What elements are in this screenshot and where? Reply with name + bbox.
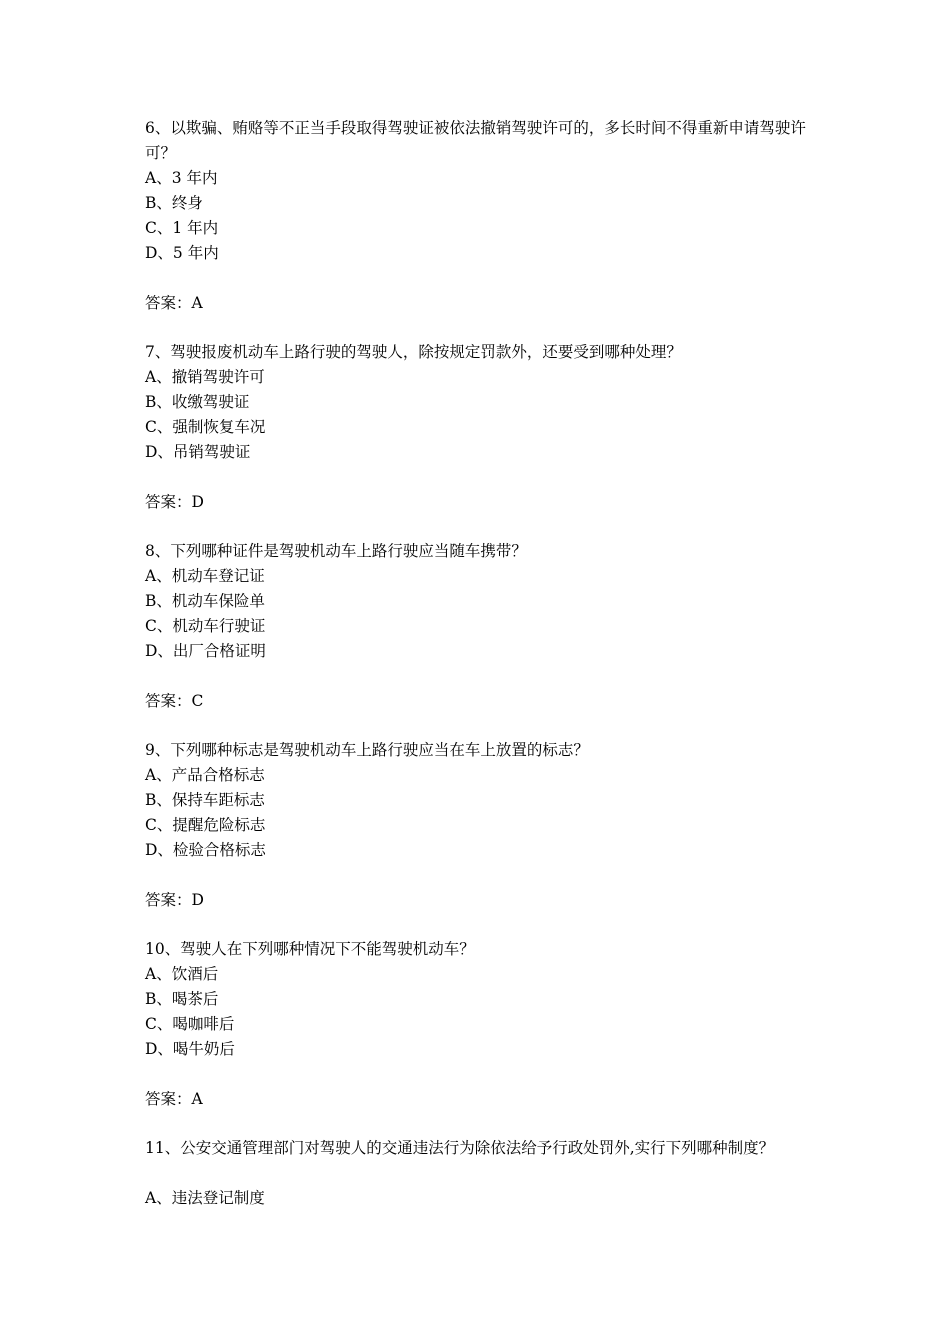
question-text: 6、以欺骗、贿赂等不正当手段取得驾驶证被依法撤销驾驶许可的，多长时间不得重新申请驾驶许可？ xyxy=(145,119,806,162)
option-b: B、机动车保险单 xyxy=(145,592,265,610)
option-d: D、吊销驾驶证 xyxy=(145,443,251,461)
answer-line: 答案：A xyxy=(145,294,203,312)
option-a: A、饮酒后 xyxy=(145,965,219,983)
option-b: B、喝茶后 xyxy=(145,990,219,1008)
option-a: A、机动车登记证 xyxy=(145,567,265,585)
option-b: B、终身 xyxy=(145,194,203,212)
answer-line: 答案：D xyxy=(145,891,204,909)
option-c: C、喝咖啡后 xyxy=(145,1015,235,1033)
answer-line: 答案：D xyxy=(145,493,204,511)
option-b: B、保持车距标志 xyxy=(145,791,265,809)
option-d: D、5 年内 xyxy=(145,244,219,262)
option-a: A、违法登记制度 xyxy=(145,1189,265,1207)
question-text: 8、下列哪种证件是驾驶机动车上路行驶应当随车携带？ xyxy=(145,542,527,560)
option-c: C、1 年内 xyxy=(145,219,219,237)
option-a: A、撤销驾驶许可 xyxy=(145,368,265,386)
option-d: D、检验合格标志 xyxy=(145,841,266,859)
question-text: 9、下列哪种标志是驾驶机动车上路行驶应当在车上放置的标志？ xyxy=(145,741,589,759)
question-text: 7、驾驶报废机动车上路行驶的驾驶人，除按规定罚款外，还要受到哪种处理？ xyxy=(145,343,682,361)
option-b: B、收缴驾驶证 xyxy=(145,393,250,411)
answer-line: 答案：C xyxy=(145,692,204,710)
option-c: C、机动车行驶证 xyxy=(145,617,266,635)
option-a: A、产品合格标志 xyxy=(145,766,265,784)
option-c: C、提醒危险标志 xyxy=(145,816,266,834)
question-text: 10、驾驶人在下列哪种情况下不能驾驶机动车？ xyxy=(145,940,475,958)
question-text: 11、公安交通管理部门对驾驶人的交通违法行为除依法给予行政处罚外,实行下列哪种制度？ xyxy=(145,1139,775,1157)
option-a: A、3 年内 xyxy=(145,169,218,187)
option-d: D、出厂合格证明 xyxy=(145,642,266,660)
option-d: D、喝牛奶后 xyxy=(145,1040,235,1058)
answer-line: 答案：A xyxy=(145,1090,203,1108)
option-c: C、强制恢复车况 xyxy=(145,418,266,436)
